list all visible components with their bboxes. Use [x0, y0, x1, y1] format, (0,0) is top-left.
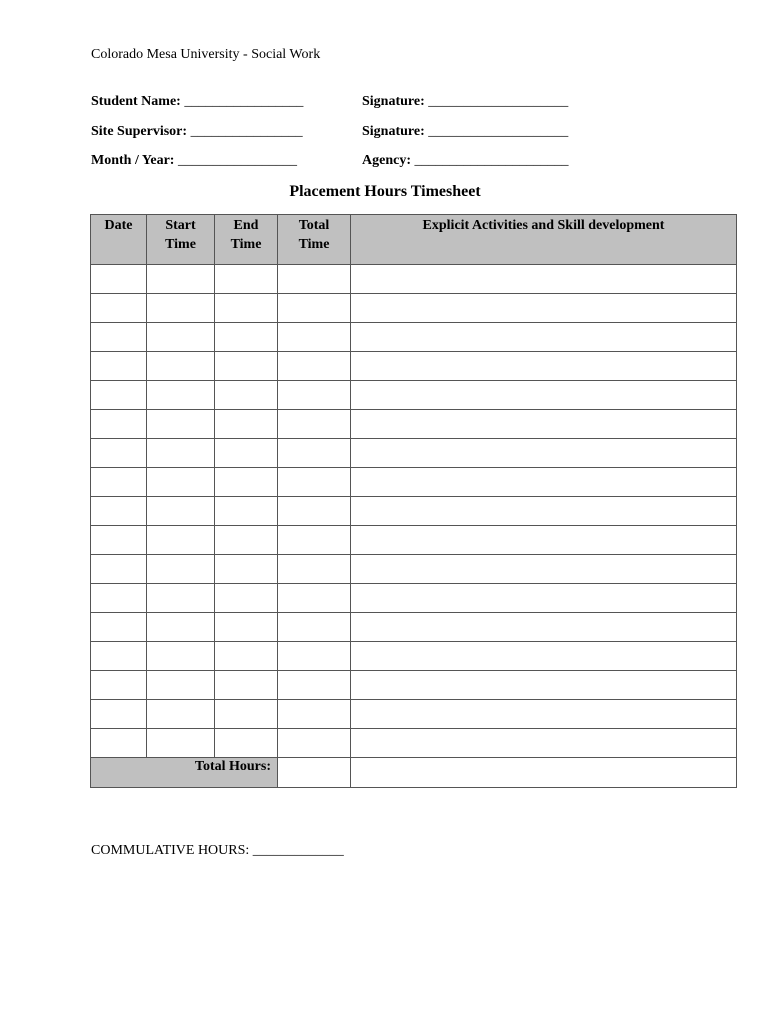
cell-total-time[interactable]	[278, 526, 351, 555]
cell-end-time[interactable]	[215, 613, 278, 642]
cell-end-time[interactable]	[215, 700, 278, 729]
col-header-start-time: Start Time	[147, 215, 215, 265]
total-hours-row	[91, 758, 737, 788]
cell-date[interactable]	[91, 323, 147, 352]
cell-end-time[interactable]	[215, 439, 278, 468]
table-row	[91, 497, 737, 526]
cell-total-time[interactable]	[278, 352, 351, 381]
cell-activities[interactable]	[351, 497, 737, 526]
cell-total-time[interactable]	[278, 497, 351, 526]
cell-end-time[interactable]	[215, 526, 278, 555]
institution-header: Colorado Mesa University - Social Work	[91, 47, 321, 62]
timesheet-title: Placement Hours Timesheet	[289, 183, 481, 200]
cell-start-time[interactable]	[147, 352, 215, 381]
cell-start-time[interactable]	[147, 584, 215, 613]
cell-activities[interactable]	[351, 642, 737, 671]
agency-blank[interactable]: ______________________	[414, 153, 569, 168]
col-header-activities: Explicit Activities and Skill development	[351, 215, 737, 265]
student-signature-label: Signature:	[362, 94, 425, 109]
month-year-label: Month / Year:	[91, 153, 175, 168]
cumulative-hours-blank[interactable]: _____________	[252, 843, 344, 858]
cell-total-time[interactable]	[278, 584, 351, 613]
table-header-row	[91, 215, 737, 265]
cell-activities[interactable]	[351, 555, 737, 584]
cell-date[interactable]	[91, 584, 147, 613]
month-year-field[interactable]	[91, 153, 297, 169]
col-header-end-time: End Time	[215, 215, 278, 265]
cell-end-time[interactable]	[215, 671, 278, 700]
cell-start-time[interactable]	[147, 468, 215, 497]
cumulative-hours-label: COMMULATIVE HOURS:	[91, 843, 250, 858]
cell-start-time[interactable]	[147, 671, 215, 700]
cell-start-time[interactable]	[147, 613, 215, 642]
table-row	[91, 439, 737, 468]
cell-start-time[interactable]	[147, 439, 215, 468]
table-row	[91, 671, 737, 700]
table-row	[91, 381, 737, 410]
cell-date[interactable]	[91, 410, 147, 439]
student-name-field[interactable]	[91, 94, 303, 110]
cell-total-time[interactable]	[278, 410, 351, 439]
cell-date[interactable]	[91, 671, 147, 700]
table-row	[91, 526, 737, 555]
cell-start-time[interactable]	[147, 729, 215, 758]
table-row	[91, 410, 737, 439]
cell-total-time[interactable]	[278, 613, 351, 642]
cell-date[interactable]	[91, 468, 147, 497]
cell-total-time[interactable]	[278, 323, 351, 352]
cell-start-time[interactable]	[147, 555, 215, 584]
total-hours-label: Total Hours:	[91, 758, 278, 788]
table-row	[91, 555, 737, 584]
cell-total-time[interactable]	[278, 671, 351, 700]
table-row	[91, 323, 737, 352]
cell-total-time[interactable]	[278, 642, 351, 671]
site-supervisor-label: Site Supervisor:	[91, 124, 188, 139]
cell-start-time[interactable]	[147, 410, 215, 439]
cell-end-time[interactable]	[215, 381, 278, 410]
cell-date[interactable]	[91, 352, 147, 381]
cell-date[interactable]	[91, 497, 147, 526]
table-row	[91, 642, 737, 671]
agency-label: Agency:	[362, 153, 411, 168]
cell-activities[interactable]	[351, 439, 737, 468]
cell-total-time[interactable]	[278, 381, 351, 410]
cell-start-time[interactable]	[147, 265, 215, 294]
cell-date[interactable]	[91, 642, 147, 671]
student-name-label: Student Name:	[91, 94, 181, 109]
cell-date[interactable]	[91, 294, 147, 323]
site-supervisor-field[interactable]	[91, 124, 303, 140]
cell-total-time[interactable]	[278, 700, 351, 729]
cell-end-time[interactable]	[215, 497, 278, 526]
table-row	[91, 584, 737, 613]
cell-activities[interactable]	[351, 410, 737, 439]
cell-activities[interactable]	[351, 584, 737, 613]
col-header-date: Date	[91, 215, 147, 265]
agency-field[interactable]	[362, 153, 569, 169]
timesheet-table	[90, 214, 737, 788]
cell-activities[interactable]	[351, 381, 737, 410]
table-row	[91, 729, 737, 758]
cell-date[interactable]	[91, 729, 147, 758]
cell-activities[interactable]	[351, 294, 737, 323]
cell-start-time[interactable]	[147, 323, 215, 352]
total-activities-cell[interactable]	[351, 758, 737, 788]
cell-date[interactable]	[91, 613, 147, 642]
table-row	[91, 265, 737, 294]
cell-end-time[interactable]	[215, 294, 278, 323]
cell-activities[interactable]	[351, 671, 737, 700]
cumulative-hours[interactable]	[91, 843, 344, 859]
cell-activities[interactable]	[351, 700, 737, 729]
student-signature-field[interactable]	[362, 94, 568, 110]
cell-activities[interactable]	[351, 468, 737, 497]
table-row	[91, 700, 737, 729]
cell-start-time[interactable]	[147, 381, 215, 410]
cell-end-time[interactable]	[215, 729, 278, 758]
total-hours-cell[interactable]	[278, 758, 351, 788]
cell-end-time[interactable]	[215, 642, 278, 671]
table-row	[91, 352, 737, 381]
cell-start-time[interactable]	[147, 700, 215, 729]
student-signature-blank[interactable]: ____________________	[428, 94, 569, 109]
supervisor-signature-blank[interactable]: ____________________	[428, 124, 569, 139]
cell-total-time[interactable]	[278, 265, 351, 294]
cell-end-time[interactable]	[215, 352, 278, 381]
cell-end-time[interactable]	[215, 265, 278, 294]
cell-total-time[interactable]	[278, 555, 351, 584]
cell-activities[interactable]	[351, 526, 737, 555]
cell-start-time[interactable]	[147, 642, 215, 671]
cell-activities[interactable]	[351, 613, 737, 642]
month-year-blank[interactable]: _________________	[177, 153, 297, 168]
supervisor-signature-field[interactable]	[362, 124, 568, 140]
cell-end-time[interactable]	[215, 555, 278, 584]
col-header-total-time: Total Time	[278, 215, 351, 265]
supervisor-signature-label: Signature:	[362, 124, 425, 139]
table-row	[91, 294, 737, 323]
cell-activities[interactable]	[351, 729, 737, 758]
cell-total-time[interactable]	[278, 468, 351, 497]
cell-start-time[interactable]	[147, 497, 215, 526]
student-name-blank[interactable]: _________________	[184, 94, 304, 109]
cell-date[interactable]	[91, 555, 147, 584]
cell-end-time[interactable]	[215, 468, 278, 497]
table-row	[91, 613, 737, 642]
cell-date[interactable]	[91, 526, 147, 555]
table-row	[91, 468, 737, 497]
cell-total-time[interactable]	[278, 439, 351, 468]
cell-date[interactable]	[91, 700, 147, 729]
cell-date[interactable]	[91, 439, 147, 468]
cell-total-time[interactable]	[278, 294, 351, 323]
cell-activities[interactable]	[351, 323, 737, 352]
cell-date[interactable]	[91, 381, 147, 410]
cell-start-time[interactable]	[147, 526, 215, 555]
cell-start-time[interactable]	[147, 294, 215, 323]
cell-total-time[interactable]	[278, 729, 351, 758]
cell-end-time[interactable]	[215, 410, 278, 439]
site-supervisor-blank[interactable]: ________________	[190, 124, 303, 139]
cell-end-time[interactable]	[215, 323, 278, 352]
cell-activities[interactable]	[351, 352, 737, 381]
cell-activities[interactable]	[351, 265, 737, 294]
cell-end-time[interactable]	[215, 584, 278, 613]
cell-date[interactable]	[91, 265, 147, 294]
